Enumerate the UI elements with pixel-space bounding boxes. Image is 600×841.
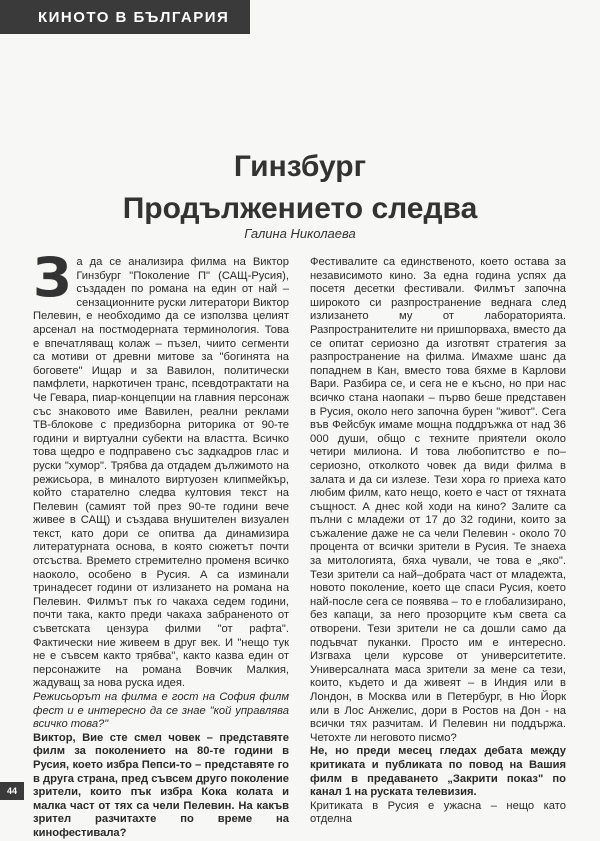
article-title-line2: Продължението следва: [122, 192, 478, 225]
left-paragraph-1: а да се анализира филма на Виктор Гинзбург "Поколение П" (САЩ-Русия), създаден по романа на един от най – сензационните руски литератори Виктор Пелевин, е необходимо да се използва целият арсенал на постмодерната терминология. Това е впечатляващ колаж – пъзел, чиито сегменти са мотиви от древни митове за "богинята на боговете" Ищар и за Вавилон, политически памфлети, наркотичен транс, псевдотрактати на Че Гевара, пиар-концепции на главния персонаж със знаковото име Вавилен, реални реклами ТВ-блокове с предизборна риторика от 90-те години и виртуални субекти на властта. Всичко това щедро е подправено със задкадров глас и руски "хумор". Трябва да отдадем дължимото на режисьора, в миналото виртуозен клипмейкър, който старателно следва култовия текст на Пелевин (самият той през 90-те години вече живее в САЩ) и създава внушителен визуален текст, като дори се опитва да динамизира литературната основа, в която сюжетът почти отсъства. Времето стремително променя всичко наоколо, особено в Русия. А са изминали тринадесет години от излизането на романа на Пелевин. Филмът пък го чакаха седем години, почти така, както преди чакаха забраненото от съветската цензура филми "от рафта". Фактически ние живеем в друг век. И "нещо тук не е съвсем както трябва", както казва един от персонажите на романа Вовчик Малкия, жадуващ за нова руска идея.: [33, 256, 289, 690]
article-author: Галина Николаева: [244, 226, 356, 241]
page-number-label: 44: [6, 786, 17, 796]
right-paragraph-1: Фестивалите са единственото, което остава за независимото кино. За една година успях да посетя десетки фестивали. Филмът започна широкото си разпространение веднага след излизането му от лабораторията. Разпространителите ни пришпорваха, вместо да се опитат сериозно да изготвят стратегия за разпространение на филма. Имахме шанс да попаднем в Кан, вместо това бяхме в Карлови Вари. Разбира се, и сега не е късно, но при нас всичко стана наопаки – първо беше представен в Русия, около него започна бурен "живот". Сега във Фейсбук имаме мощна поддръжка от над 36 000 души, общо с техните приятели около четири милиона. И това любопитство е по–сериозно, отколкото човек да види филма в залата и да си излезе. Тези хора го приеха като любим филм, като нещо, което е част от тяхната същност. А днес кой ходи на кино? Залите са пълни с младежи от 17 до 32 години, които за съжаление даже не са чели Пелевин - около 70 процента от всички зрители в Русия. Те знаеха за митологията, бяха чували, че това е „яко". Тези зрители са най–добрата част от младежта, новото поколение, което ще спаси Русия, което най-после сега се появява – то е глобализирано, без капаци, за него прозорците към света са отворени. Тези зрители не са дошли само да подъвчат пуканки. Просто им е интересно. Изгваха цели курсове от университетите. Универсалната маса зрители за мене са тези, които, където и да живеят – в Индия или в Лондон, в Москва или в Петербург, в Ню Йорк или в Лос Анжелис, дори в Ростов на Дон - на всички тях разчитам. И Пелевин ни поддържа. Четохте ли неговото писмо?: [310, 256, 566, 744]
section-title: КИНОТО В БЪЛГАРИЯ: [38, 8, 230, 26]
interview-question-1: Виктор, Вие сте смел човек – представяте филм за поколението на 80-те години в Русия, което избра Пепси-то – представяте го в друга страна, пред съвсем друго поколение зрители, които пък избра Кока колата и малка част от тях са чели Пелевин. На какъв зрител разчитахте по време на кинофестивала?: [33, 731, 289, 839]
article-title-line1: Гинзбург: [233, 150, 367, 183]
section-banner: [0, 0, 250, 34]
right-paragraph-3: Критиката в Русия е ужасна – нещо като отделна: [310, 799, 566, 826]
interview-question-2: Не, но преди месец гледах дебата между критиката и публиката по повод на Вашия филм в предаването „Закрити показ" по канал 1 на руската телевизия.: [310, 745, 566, 799]
left-paragraph-2: Режисьорът на филма е гост на София филм фест и е интересно да се знае "кой управлява всичко това?": [33, 691, 289, 731]
page-number: [0, 782, 24, 800]
dropcap: З: [33, 246, 72, 309]
article-column-left: [33, 246, 289, 841]
article-column-right: [310, 256, 566, 827]
